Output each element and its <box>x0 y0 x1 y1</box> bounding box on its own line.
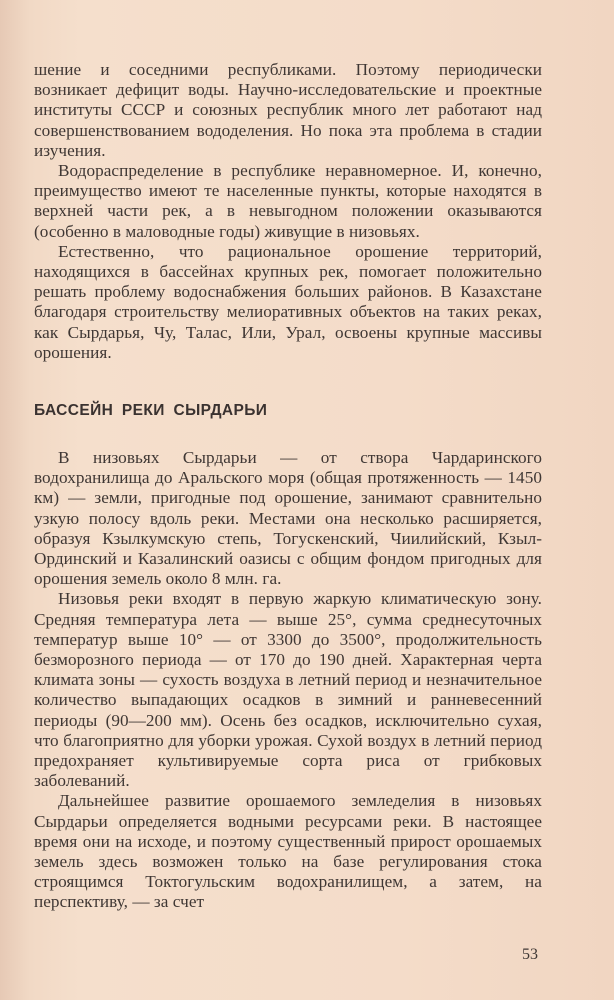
paragraph: Низовья реки входят в первую жаркую климатическую зону. Средняя температура лета — выше 25°, сумма среднесуточных температур выше 10° — от 3300 до 3500°, продолжительность безморозного периода — от 170 до 190 дней. Характерная черта климата зоны — сухость воздуха в летний период и незначительное количество выпадающих осадков в зимний и ранневесенний периоды (90—200 мм). Осень без осадков, исключительно сухая, что благоприятно для уборки урожая. Сухой воздух в летний период предохраняет культивируемые сорта риса от грибковых заболеваний. <box>34 589 542 791</box>
paragraph: Дальнейшее развитие орошаемого земледелия в низовьях Сырдарьи определяется водными ресурсами реки. В настоящее время они на исходе, и поэтому существенный прирост орошаемых земель здесь возможен только на базе регулирования стока строящимся Токтогульским водохранилищем, а затем, на перспективу, — за счет <box>34 791 542 912</box>
text-block-top <box>34 60 542 363</box>
page-number: 53 <box>522 946 538 963</box>
text-block-section <box>34 448 542 913</box>
paragraph: Естественно, что рациональное орошение территорий, находящихся в бассейнах крупных рек, помогает положительно решать проблему водоснабжения больших районов. В Казахстане благодаря строительству мелиоративных объектов на таких реках, как Сырдарья, Чу, Талас, Или, Урал, освоены крупные массивы орошения. <box>34 241 542 362</box>
paragraph: Водораспределение в республике неравномерное. И, конечно, преимущество имеют те населенные пункты, которые находятся в верхней части рек, а в невыгодном положении оказываются (особенно в маловодные годы) живущие в низовьях. <box>34 161 542 241</box>
section-heading: БАССЕЙН РЕКИ СЫРДАРЬИ <box>34 402 268 419</box>
paragraph: В низовьях Сырдарьи — от створа Чардаринского водохранилища до Аральского моря (общая протяженность — 1450 км) — земли, пригодные под орошение, занимают сравнительно узкую полосу вдоль реки. Местами она несколько расширяется, образуя Кзылкумскую степь, Тогускенский, Чиилийский, Кзыл-Ординский и Казалинский оазисы с общим фондом пригодных для орошения земель около 8 млн. га. <box>34 448 542 589</box>
paragraph-continuation: шение и соседними республиками. Поэтому периодически возникает дефицит воды. Научно-исследовательские и проектные институты СССР и союзных республик много лет работают над совершенствованием вододеления. Но пока эта проблема в стадии изучения. <box>34 60 542 160</box>
